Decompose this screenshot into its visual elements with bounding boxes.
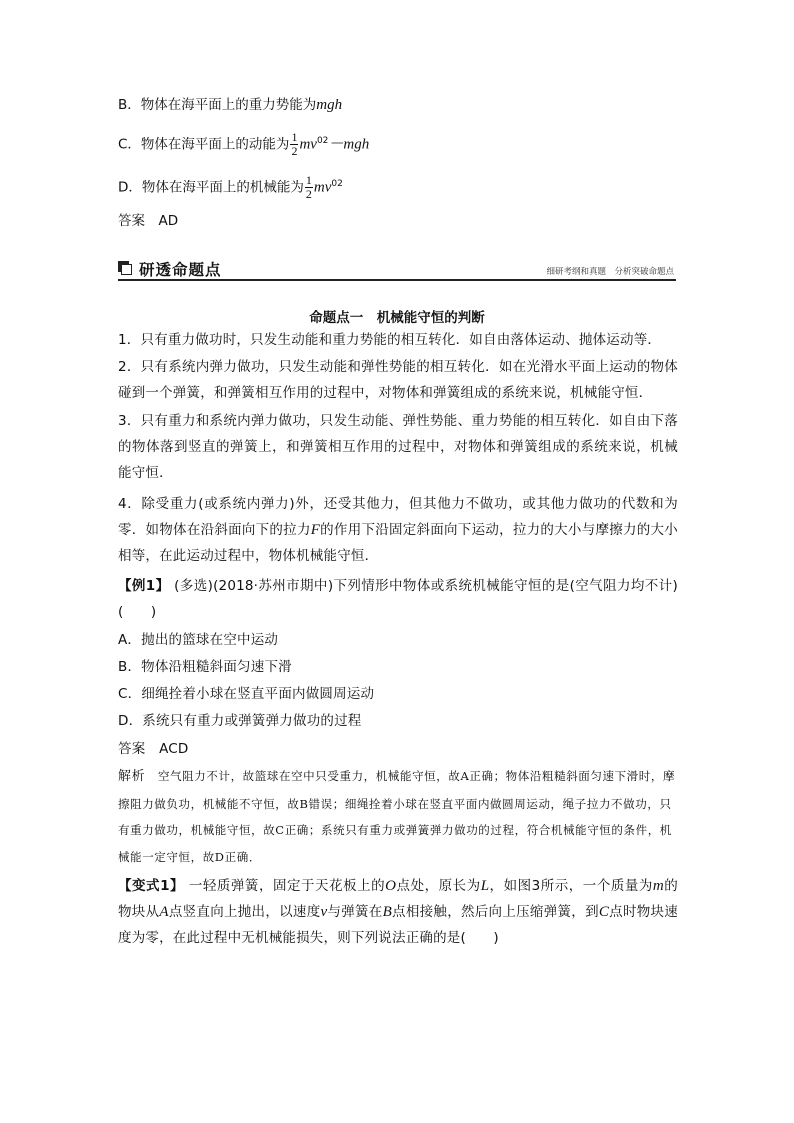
variant-stem bbox=[118, 873, 678, 951]
topic-point-4-var: F bbox=[310, 522, 321, 538]
topic-heading: 命题点一 机械能守恒的判断 bbox=[309, 310, 485, 326]
variant-var-a: A bbox=[159, 904, 169, 920]
option-c-tail: －mgh bbox=[328, 136, 370, 153]
example-tag: 【例1】 bbox=[118, 578, 170, 594]
example-option-b: B．物体沿粗糙斜面匀速下滑 bbox=[118, 659, 292, 675]
section-title: 研透命题点 bbox=[139, 261, 222, 279]
option-c-frac-den: 2 bbox=[291, 144, 298, 158]
example-stem bbox=[118, 573, 678, 625]
variant-text-5: 点竖直向上抛出，以速度 bbox=[168, 904, 321, 920]
example-stem-text: (多选)(2018·苏州市期中)下列情形中物体或系统机械能守恒的是(空气阻力均不计)( ) bbox=[118, 578, 678, 620]
section-header bbox=[118, 258, 676, 280]
variant-text-1: 一轻质弹簧，固定于天花板上的 bbox=[188, 878, 386, 894]
variant-var-l: L bbox=[480, 878, 490, 894]
option-b bbox=[118, 96, 342, 114]
topic-point-4-a: 4．除受重力(或系统内弹力)外，还受其他力，但其他力不做功，或其他力做功的代数和为零．如物体在沿斜面向下的拉力 bbox=[118, 496, 678, 538]
variant-text-6: 与弹簧在 bbox=[327, 904, 383, 920]
variant-text-8: 点时物块速度为零，在此过程中无机械能损失，则下列说法正确的是( ) bbox=[118, 904, 679, 946]
option-c-fraction bbox=[290, 131, 298, 158]
topic-point-1: 1．只有重力做功时，只发生动能和重力势能的相互转化．如自由落体运动、抛体运动等． bbox=[118, 332, 662, 348]
variant-var-b: B bbox=[382, 904, 392, 920]
option-d-fraction bbox=[305, 174, 313, 201]
section-subtitle: 细研考纲和真题 分析突破命题点 bbox=[546, 267, 674, 277]
variant-tag: 【变式1】 bbox=[118, 878, 185, 894]
variant-text-7: 点相接触，然后向上压缩弹簧，到 bbox=[391, 904, 599, 920]
option-c-sup: 02 bbox=[316, 136, 329, 146]
variant-text-2: 点处，原长为 bbox=[396, 878, 481, 894]
option-c-text: C．物体在海平面上的动能为 bbox=[118, 136, 290, 153]
variant-var-m: m bbox=[652, 878, 664, 894]
variant-var-c: C bbox=[598, 904, 610, 920]
variant-var-o: O bbox=[385, 878, 397, 894]
example-option-a: A．抛出的篮球在空中运动 bbox=[118, 632, 279, 648]
example-option-c: C．细绳拴着小球在竖直平面内做圆周运动 bbox=[118, 686, 375, 702]
variant-text-3: ，如图3所示，一个质量为 bbox=[489, 878, 653, 894]
option-d-frac-den: 2 bbox=[305, 187, 312, 201]
analysis-text: 空气阻力不计，故篮球在空中只受重力，机械能守恒，故A正确；物体沿粗糙斜面匀速下滑时，摩擦阻力做负功，机械能不守恒，故B错误；细绳拴着小球在竖直平面内做圆周运动，绳子拉力不做功，只有重力做功，机械能守恒，故C正确；系统只有重力或弹簧弹力做功的过程，符合机械能守恒的条件，机械能一定守恒，故D正确． bbox=[118, 769, 676, 864]
topic-point-2: 2．只有系统内弹力做功，只发生动能和弹性势能的相互转化．如在光滑水平面上运动的物体碰到一个弹簧，和弹簧相互作用的过程中，对物体和弹簧组成的系统来说，机械能守恒． bbox=[118, 359, 678, 401]
variant-var-v: v bbox=[320, 904, 328, 920]
section-divider bbox=[118, 279, 676, 281]
option-c-frac-num: 1 bbox=[291, 130, 298, 144]
option-d-mv: mv bbox=[313, 179, 332, 196]
option-d-sup: 02 bbox=[331, 179, 343, 189]
example-analysis bbox=[118, 763, 678, 870]
option-c bbox=[118, 131, 369, 158]
option-b-text: B．物体在海平面上的重力势能为 bbox=[118, 97, 317, 113]
topic-point-4-b: 的作用下沿固定斜面向下运动，拉力的大小与摩擦力的大小相等，在此运动过程中，物体机械能守恒． bbox=[118, 522, 678, 564]
option-d-frac-num: 1 bbox=[305, 173, 312, 187]
option-d bbox=[118, 174, 343, 201]
answer-ad: 答案 AD bbox=[118, 213, 179, 229]
option-b-math: mgh bbox=[316, 97, 343, 113]
variant-text-4: 的物块从 bbox=[118, 878, 678, 920]
section-icon bbox=[118, 261, 132, 275]
example-answer: 答案 ACD bbox=[118, 741, 189, 757]
example-option-d: D．系统只有重力或弹簧弹力做功的过程 bbox=[118, 713, 362, 729]
option-d-text: D．物体在海平面上的机械能为 bbox=[118, 179, 304, 196]
topic-point-3: 3．只有重力和系统内弹力做功，只发生动能、弹性势能、重力势能的相互转化．如自由下落的物体落到竖直的弹簧上，和弹簧相互作用的过程中，对物体和弹簧组成的系统来说，机械能守恒． bbox=[118, 413, 678, 481]
analysis-label: 解析 bbox=[118, 769, 146, 784]
option-c-mv: mv bbox=[299, 136, 317, 153]
topic-point-4 bbox=[118, 491, 678, 569]
